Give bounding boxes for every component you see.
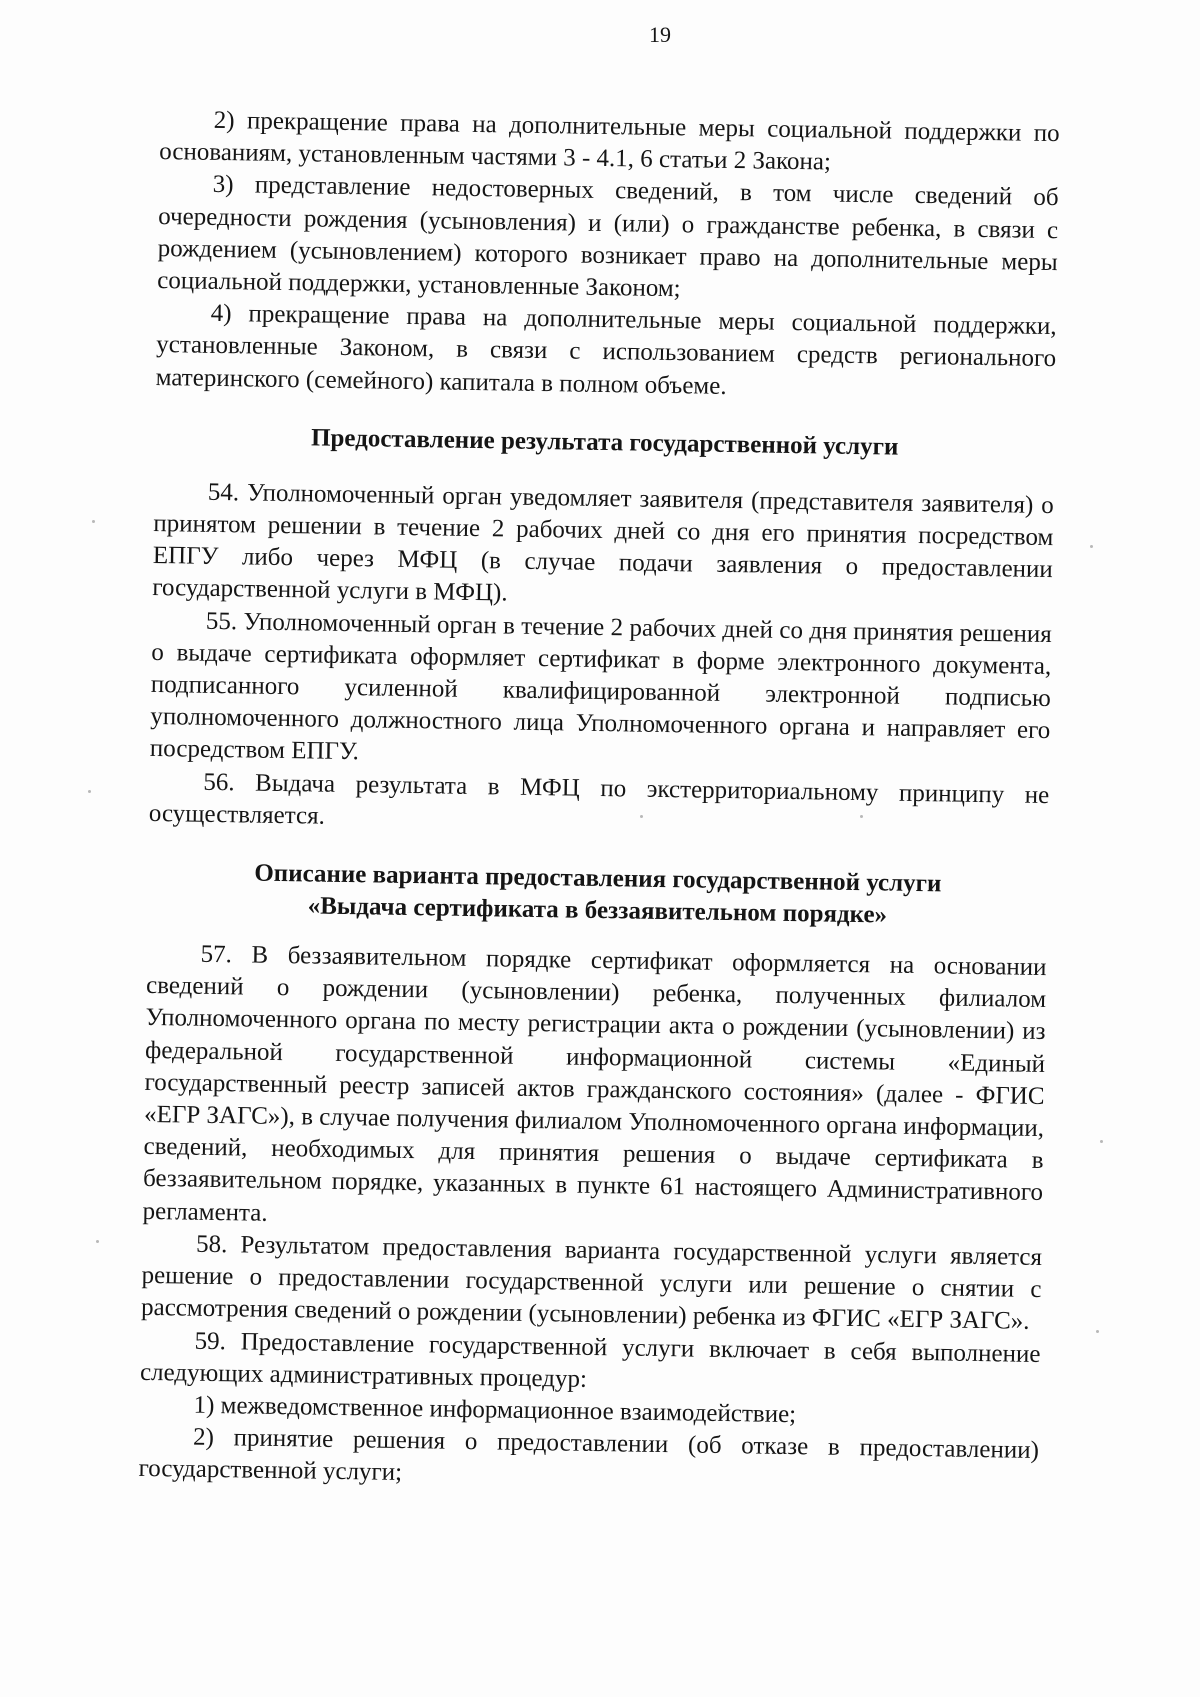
paragraph-item-3: 3) представление недостоверных сведений, в том числе сведений об очередности рождения (усыновления) и (или) о гражданстве ребенка, в связи с рождением (усыновлением) которого возникает право на дополнительные меры социальной поддержки, установленные Законом; [157, 171, 1059, 303]
scan-speck [860, 815, 863, 818]
paragraph-55: 55. Уполномоченный орган в течение 2 рабочих дней со дня принятия решения о выдаче сертификата оформляет сертификат в форме электронного документа, подписанного усиленной квалифицированной электронной подписью уполномоченного должностного лица Уполномоченного органа и направляет его посредством ЕПГУ. [149, 607, 1052, 766]
paragraph-59-item-2: 2) принятие решения о предоставлении (об отказе в предоставлении) государственной услуги; [138, 1423, 1040, 1487]
paragraph-item-4: 4) прекращение права на дополнительные меры социальной поддержки, установленные Законом, в связи с использованием средств регионального материнского (семейного) капитала в полном объеме. [155, 300, 1057, 400]
paragraph-58: 58. Результатом предоставления варианта государственной услуги является решение о предоставлении государственной услуги или решение о снятии с рассмотрения сведений о рождении (усыновлении) ребенка из ФГИС «ЕГР ЗАГС». [140, 1230, 1043, 1336]
paragraph-item-2: 2) прекращение права на дополнительные меры социальной поддержки по основаниям, установленным частями 3 - 4.1, 6 статьи 2 Закона; [159, 106, 1060, 176]
scan-speck [1096, 1330, 1099, 1333]
section-heading-variant [147, 856, 1048, 934]
paragraph-59: 59. Предоставление государственной услуги включает в себя выполнение следующих административных процедур: [139, 1327, 1041, 1393]
section-heading-result: Предоставление результата государственной услуги [310, 424, 899, 461]
scan-speck [96, 1240, 99, 1243]
paragraph-54: 54. Уполномоченный орган уведомляет заявителя (представителя заявителя) о принятом решении в течение 2 рабочих дней со дня его принятия посредством ЕПГУ либо через МФЦ (в случае подачи заявления о предоставлении государственной услуги в МФЦ). [152, 478, 1055, 607]
scan-speck [1090, 545, 1093, 548]
paragraph-57: 57. В беззаявительном порядке сертификат оформляется на основании сведений о рождении (усыновлении) ребенка, полученных филиалом Уполномоченного органа по месту регистрации акта о рождении (усыновлении) из федеральной государственной информационной системы «Единый государственный реестр записей актов гражданского состояния» (далее - ФГИС «ЕГР ЗАГС»), в случае получения филиалом Уполномоченного органа информации, сведений, необходимых для принятия решения о выдаче сертификата в беззаявительном порядке, указанных в пункте 61 настоящего Административного регламента. [142, 940, 1047, 1227]
scan-speck [640, 815, 643, 818]
paragraph-56: 56. Выдача результата в МФЦ по экстерриториальному принципу не осуществляется. [148, 768, 1050, 830]
scan-speck [92, 520, 95, 523]
paragraph-59-item-1: 1) межведомственное информационное взаимодействие; [193, 1391, 797, 1429]
section-heading-variant-line2: «Выдача сертификата в беззаявительном порядке» [307, 892, 888, 929]
scan-speck [1100, 1140, 1103, 1143]
document-body [138, 104, 1060, 1499]
scan-speck [88, 790, 91, 793]
section-heading-variant-line1: Описание варианта предоставления государственной услуги [254, 859, 942, 898]
page-number: 19 [649, 22, 671, 47]
